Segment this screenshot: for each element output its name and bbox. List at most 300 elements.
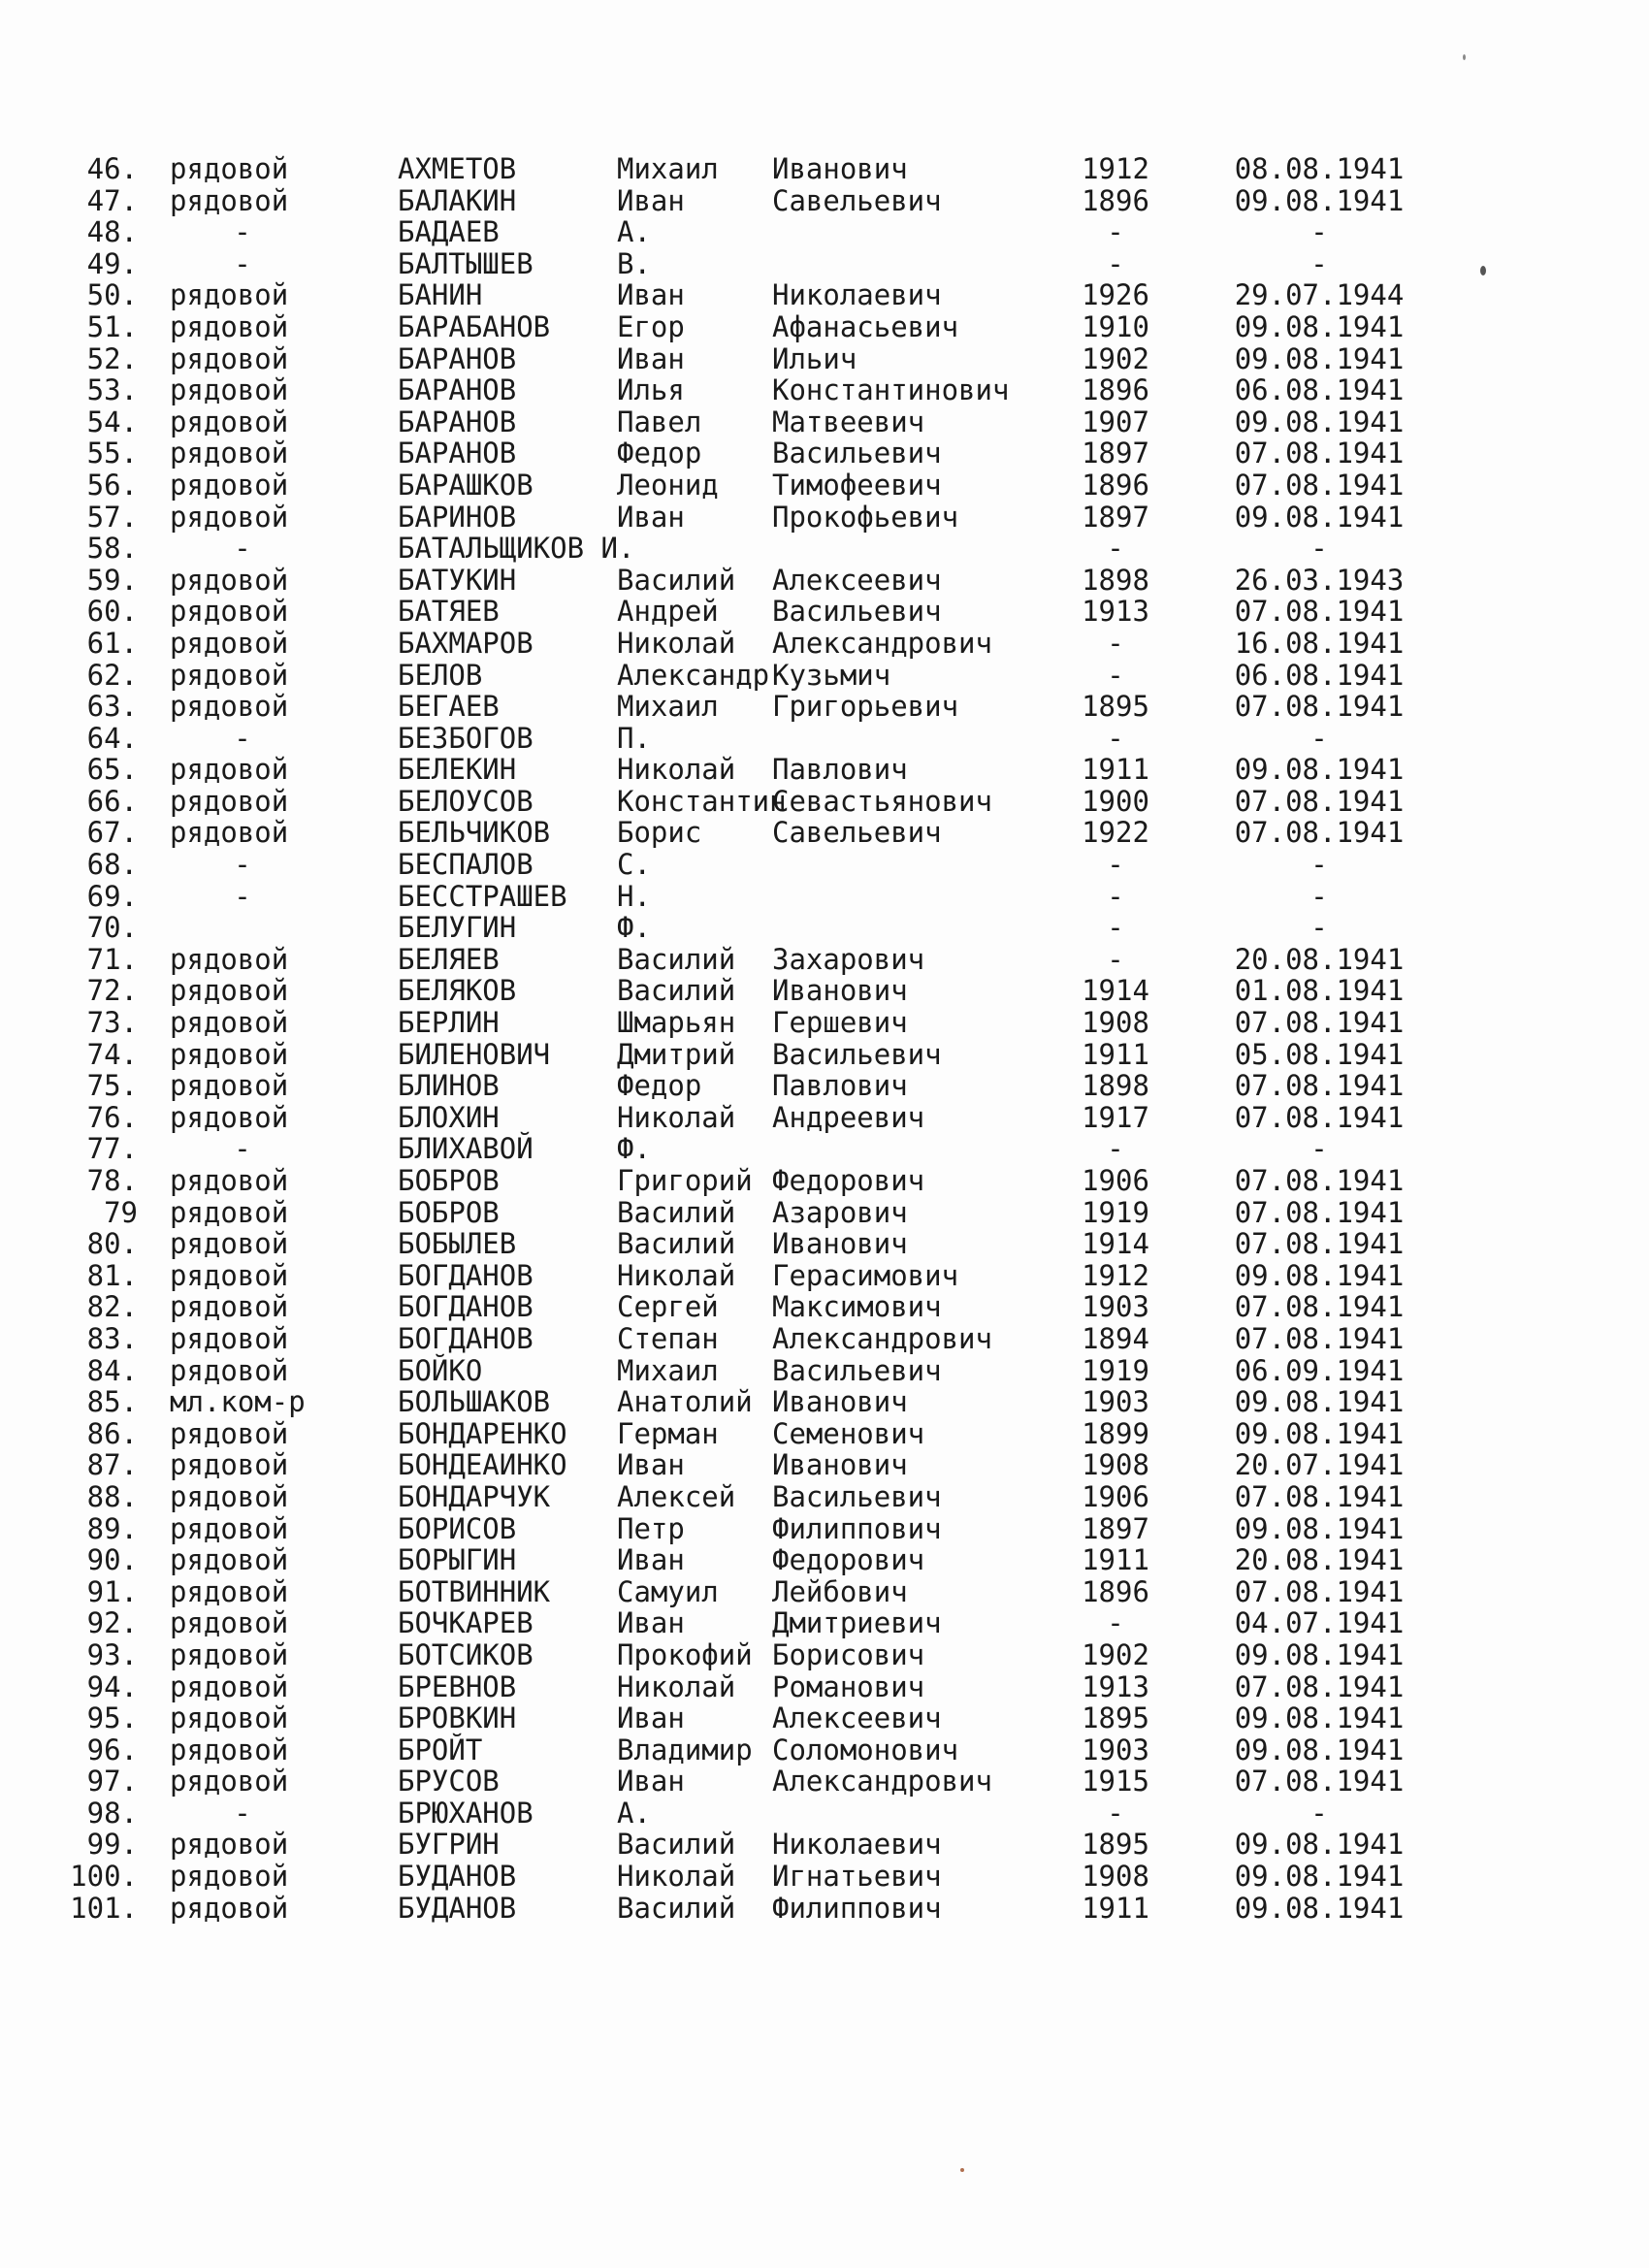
surname-cell: БОНДАРЧУК xyxy=(398,1479,551,1513)
surname-cell: БРОВКИН xyxy=(398,1701,517,1735)
surname-cell: БЕГАЕВ xyxy=(398,690,500,724)
date-cell: 09.08.1941 xyxy=(1234,1891,1405,1925)
surname-cell: БАЛАКИН xyxy=(398,183,517,217)
surname-cell: БРЮХАНОВ xyxy=(398,1796,534,1830)
birth-year-cell: 1895 xyxy=(1082,1701,1149,1735)
date-cell: 09.08.1941 xyxy=(1234,1733,1405,1766)
first-name-cell: Василий xyxy=(617,1195,736,1229)
rank-cell: мл.ком-р xyxy=(170,1385,306,1419)
date-cell: 09.08.1941 xyxy=(1234,753,1405,787)
date-cell: 07.08.1941 xyxy=(1234,1479,1405,1513)
date-cell: 07.08.1941 xyxy=(1234,595,1405,629)
surname-cell: БЕЛЬЧИКОВ xyxy=(398,816,551,850)
first-name-cell: Иван xyxy=(617,341,685,375)
date-cell: 09.08.1941 xyxy=(1234,1258,1405,1292)
birth-year-cell: - xyxy=(1107,879,1124,913)
birth-year-cell: - xyxy=(1107,658,1124,692)
rank-cell: рядовой xyxy=(170,1637,289,1671)
patronymic-cell: Афанасьевич xyxy=(772,309,959,343)
surname-cell: БАХМАРОВ xyxy=(398,626,534,660)
surname-cell: БЕЛЯЕВ xyxy=(398,942,500,976)
first-name-cell: Герман xyxy=(617,1416,719,1450)
first-name-cell: Николай xyxy=(617,1258,736,1292)
surname-cell: БАНИН xyxy=(398,278,483,312)
date-cell: 09.08.1941 xyxy=(1234,1860,1405,1894)
rank-cell: - xyxy=(234,532,251,566)
rank-cell: рядовой xyxy=(170,1606,289,1640)
first-name-cell: Прокофий xyxy=(617,1637,753,1671)
row-number-cell: 55. xyxy=(86,437,138,470)
row-number-cell: 50. xyxy=(86,278,138,312)
birth-year-cell: 1902 xyxy=(1082,1637,1149,1671)
first-name-cell: Григорий xyxy=(617,1164,753,1197)
birth-year-cell: 1898 xyxy=(1082,563,1149,597)
row-number-cell: 81. xyxy=(86,1258,138,1292)
date-cell: 07.08.1941 xyxy=(1234,816,1405,850)
row-number-cell: 78. xyxy=(86,1164,138,1197)
rank-cell: рядовой xyxy=(170,1164,289,1197)
row-number-cell: 100. xyxy=(70,1860,138,1894)
date-cell: 09.08.1941 xyxy=(1234,1416,1405,1450)
rank-cell: рядовой xyxy=(170,341,289,375)
birth-year-cell: 1910 xyxy=(1082,309,1149,343)
first-name-cell: Михаил xyxy=(617,152,719,185)
birth-year-cell: 1897 xyxy=(1082,437,1149,470)
row-number-cell: 73. xyxy=(86,1006,138,1040)
date-cell: 07.08.1941 xyxy=(1234,1006,1405,1040)
birth-year-cell: 1899 xyxy=(1082,1416,1149,1450)
first-name-cell: Павел xyxy=(617,405,702,438)
patronymic-cell: Борисович xyxy=(772,1637,925,1671)
patronymic-cell: Матвеевич xyxy=(772,405,925,438)
date-cell: 09.08.1941 xyxy=(1234,1828,1405,1862)
row-number-cell: 48. xyxy=(86,215,138,249)
surname-cell: БАТАЛЬЩИКОВ И. xyxy=(398,532,635,566)
first-name-cell: Егор xyxy=(617,309,685,343)
row-number-cell: 95. xyxy=(86,1701,138,1735)
patronymic-cell: Андреевич xyxy=(772,1100,925,1134)
rank-cell: рядовой xyxy=(170,1227,289,1261)
first-name-cell: Иван xyxy=(617,183,685,217)
row-number-cell: 77. xyxy=(86,1132,138,1166)
rank-cell: рядовой xyxy=(170,1416,289,1450)
date-cell: 08.08.1941 xyxy=(1234,152,1405,185)
date-cell: 09.08.1941 xyxy=(1234,500,1405,534)
row-number-cell: 66. xyxy=(86,784,138,818)
date-cell: - xyxy=(1310,532,1328,566)
birth-year-cell: 1908 xyxy=(1082,1006,1149,1040)
surname-cell: БАРАНОВ xyxy=(398,341,517,375)
first-name-cell: Николай xyxy=(617,1669,736,1703)
birth-year-cell: 1926 xyxy=(1082,278,1149,312)
rank-cell: рядовой xyxy=(170,500,289,534)
row-number-cell: 54. xyxy=(86,405,138,438)
patronymic-cell: Савельевич xyxy=(772,816,942,850)
date-cell: - xyxy=(1310,721,1328,755)
row-number-cell: 61. xyxy=(86,626,138,660)
patronymic-cell: Константинович xyxy=(772,373,1010,407)
first-name-cell: Федор xyxy=(617,437,702,470)
row-number-cell: 64. xyxy=(86,721,138,755)
first-name-cell: Владимир xyxy=(617,1733,753,1766)
surname-cell: БОЛЬШАКОВ xyxy=(398,1385,551,1419)
patronymic-cell: Васильевич xyxy=(772,1037,942,1071)
patronymic-cell: Васильевич xyxy=(772,595,942,629)
row-number-cell: 71. xyxy=(86,942,138,976)
birth-year-cell: 1896 xyxy=(1082,1574,1149,1608)
first-name-cell: Ф. xyxy=(617,911,651,945)
row-number-cell: 98. xyxy=(86,1796,138,1830)
birth-year-cell: 1908 xyxy=(1082,1860,1149,1894)
row-number-cell: 94. xyxy=(86,1669,138,1703)
birth-year-cell: 1908 xyxy=(1082,1448,1149,1482)
patronymic-cell: Севастьянович xyxy=(772,784,992,818)
rank-cell: рядовой xyxy=(170,1860,289,1894)
patronymic-cell: Савельевич xyxy=(772,183,942,217)
rank-cell: рядовой xyxy=(170,405,289,438)
date-cell: 07.08.1941 xyxy=(1234,1227,1405,1261)
surname-cell: АХМЕТОВ xyxy=(398,152,517,185)
patronymic-cell: Васильевич xyxy=(772,1479,942,1513)
patronymic-cell: Герасимович xyxy=(772,1258,959,1292)
surname-cell: БОНДЕАИНКО xyxy=(398,1448,567,1482)
row-number-cell: 87. xyxy=(86,1448,138,1482)
rank-cell: рядовой xyxy=(170,595,289,629)
row-number-cell: 84. xyxy=(86,1353,138,1387)
rank-cell: рядовой xyxy=(170,1511,289,1545)
rank-cell: рядовой xyxy=(170,1733,289,1766)
date-cell: 09.08.1941 xyxy=(1234,1385,1405,1419)
rank-cell: рядовой xyxy=(170,278,289,312)
first-name-cell: Иван xyxy=(617,278,685,312)
patronymic-cell: Филиппович xyxy=(772,1891,942,1925)
row-number-cell: 46. xyxy=(86,152,138,185)
birth-year-cell: 1912 xyxy=(1082,1258,1149,1292)
birth-year-cell: 1915 xyxy=(1082,1765,1149,1798)
row-number-cell: 99. xyxy=(86,1828,138,1862)
patronymic-cell: Романович xyxy=(772,1669,925,1703)
first-name-cell: Николай xyxy=(617,626,736,660)
rank-cell: - xyxy=(234,1796,251,1830)
date-cell: 07.08.1941 xyxy=(1234,1290,1405,1324)
patronymic-cell: Захарович xyxy=(772,942,925,976)
row-number-cell: 51. xyxy=(86,309,138,343)
surname-cell: БАРАШКОВ xyxy=(398,468,534,502)
first-name-cell: Иван xyxy=(617,1765,685,1798)
rank-cell: рядовой xyxy=(170,183,289,217)
surname-cell: БОГДАНОВ xyxy=(398,1321,534,1355)
row-number-cell: 56. xyxy=(86,468,138,502)
rank-cell: рядовой xyxy=(170,1574,289,1608)
surname-cell: БОБРОВ xyxy=(398,1164,500,1197)
first-name-cell: Шмарьян xyxy=(617,1006,736,1040)
row-number-cell: 96. xyxy=(86,1733,138,1766)
row-number-cell: 86. xyxy=(86,1416,138,1450)
row-number-cell: 101. xyxy=(70,1891,138,1925)
surname-cell: БУДАНОВ xyxy=(398,1891,517,1925)
birth-year-cell: 1911 xyxy=(1082,1891,1149,1925)
scan-speck xyxy=(1463,54,1466,60)
surname-cell: БЕЛЯКОВ xyxy=(398,974,517,1008)
birth-year-cell: - xyxy=(1107,1796,1124,1830)
surname-cell: БЕЛОУСОВ xyxy=(398,784,534,818)
date-cell: 09.08.1941 xyxy=(1234,341,1405,375)
row-number-cell: 62. xyxy=(86,658,138,692)
surname-cell: БОБЫЛЕВ xyxy=(398,1227,517,1261)
first-name-cell: Василий xyxy=(617,942,736,976)
rank-cell: рядовой xyxy=(170,1669,289,1703)
scan-speck xyxy=(1480,266,1486,275)
row-number-cell: 76. xyxy=(86,1100,138,1134)
surname-cell: БОБРОВ xyxy=(398,1195,500,1229)
date-cell: 09.08.1941 xyxy=(1234,1637,1405,1671)
birth-year-cell: 1895 xyxy=(1082,1828,1149,1862)
rank-cell: рядовой xyxy=(170,152,289,185)
date-cell: 20.07.1941 xyxy=(1234,1448,1405,1482)
birth-year-cell: 1902 xyxy=(1082,341,1149,375)
patronymic-cell: Азарович xyxy=(772,1195,908,1229)
first-name-cell: Борис xyxy=(617,816,702,850)
first-name-cell: Леонид xyxy=(617,468,719,502)
patronymic-cell: Николаевич xyxy=(772,1828,942,1862)
row-number-cell: 69. xyxy=(86,879,138,913)
birth-year-cell: - xyxy=(1107,1606,1124,1640)
birth-year-cell: - xyxy=(1107,246,1124,280)
patronymic-cell: Прокофьевич xyxy=(772,500,959,534)
birth-year-cell: 1911 xyxy=(1082,753,1149,787)
date-cell: 07.08.1941 xyxy=(1234,1669,1405,1703)
date-cell: 29.07.1944 xyxy=(1234,278,1405,312)
row-number-cell: 91. xyxy=(86,1574,138,1608)
first-name-cell: Иван xyxy=(617,1543,685,1577)
row-number-cell: 49. xyxy=(86,246,138,280)
date-cell: 20.08.1941 xyxy=(1234,942,1405,976)
date-cell: 07.08.1941 xyxy=(1234,1164,1405,1197)
rank-cell: рядовой xyxy=(170,563,289,597)
row-number-cell: 65. xyxy=(86,753,138,787)
rank-cell: рядовой xyxy=(170,753,289,787)
first-name-cell: Константин xyxy=(617,784,787,818)
rank-cell: рядовой xyxy=(170,373,289,407)
surname-cell: БРОЙТ xyxy=(398,1733,483,1766)
row-number-cell: 74. xyxy=(86,1037,138,1071)
surname-cell: БАРИНОВ xyxy=(398,500,517,534)
patronymic-cell: Лейбович xyxy=(772,1574,908,1608)
rank-cell: рядовой xyxy=(170,942,289,976)
birth-year-cell: - xyxy=(1107,721,1124,755)
patronymic-cell: Александрович xyxy=(772,1765,992,1798)
rank-cell: - xyxy=(234,215,251,249)
date-cell: 20.08.1941 xyxy=(1234,1543,1405,1577)
birth-year-cell: 1906 xyxy=(1082,1479,1149,1513)
surname-cell: БЕССТРАШЕВ xyxy=(398,879,567,913)
birth-year-cell: - xyxy=(1107,1132,1124,1166)
rank-cell: рядовой xyxy=(170,437,289,470)
surname-cell: БЕЗБОГОВ xyxy=(398,721,534,755)
surname-cell: БОТВИННИК xyxy=(398,1574,551,1608)
date-cell: 09.08.1941 xyxy=(1234,405,1405,438)
first-name-cell: Анатолий xyxy=(617,1385,753,1419)
surname-cell: БЕЛЕКИН xyxy=(398,753,517,787)
surname-cell: БРУСОВ xyxy=(398,1765,500,1798)
row-number-cell: 59. xyxy=(86,563,138,597)
first-name-cell: Василий xyxy=(617,563,736,597)
surname-cell: БЕЛОВ xyxy=(398,658,483,692)
first-name-cell: В. xyxy=(617,246,651,280)
date-cell: 07.08.1941 xyxy=(1234,437,1405,470)
scan-speck xyxy=(960,2168,964,2172)
row-number-cell: 90. xyxy=(86,1543,138,1577)
row-number-cell: 58. xyxy=(86,532,138,566)
date-cell: - xyxy=(1310,848,1328,882)
row-number-cell: 92. xyxy=(86,1606,138,1640)
birth-year-cell: 1896 xyxy=(1082,183,1149,217)
surname-cell: БАЛТЫШЕВ xyxy=(398,246,534,280)
rank-cell: рядовой xyxy=(170,658,289,692)
first-name-cell: Илья xyxy=(617,373,685,407)
first-name-cell: Василий xyxy=(617,974,736,1008)
row-number-cell: 68. xyxy=(86,848,138,882)
date-cell: - xyxy=(1310,879,1328,913)
surname-cell: БАРАНОВ xyxy=(398,405,517,438)
rank-cell: рядовой xyxy=(170,1701,289,1735)
patronymic-cell: Игнатьевич xyxy=(772,1860,942,1894)
patronymic-cell: Иванович xyxy=(772,1227,908,1261)
date-cell: 04.07.1941 xyxy=(1234,1606,1405,1640)
date-cell: 07.08.1941 xyxy=(1234,690,1405,724)
birth-year-cell: 1913 xyxy=(1082,1669,1149,1703)
birth-year-cell: 1897 xyxy=(1082,500,1149,534)
first-name-cell: Дмитрий xyxy=(617,1037,736,1071)
date-cell: 07.08.1941 xyxy=(1234,784,1405,818)
birth-year-cell: - xyxy=(1107,215,1124,249)
rank-cell: рядовой xyxy=(170,1290,289,1324)
birth-year-cell: - xyxy=(1107,942,1124,976)
surname-cell: БЛИНОВ xyxy=(398,1069,500,1103)
patronymic-cell: Александрович xyxy=(772,1321,992,1355)
date-cell: 06.08.1941 xyxy=(1234,658,1405,692)
rank-cell: рядовой xyxy=(170,1321,289,1355)
row-number-cell: 70. xyxy=(86,911,138,945)
date-cell: 07.08.1941 xyxy=(1234,1100,1405,1134)
patronymic-cell: Павлович xyxy=(772,1069,908,1103)
row-number-cell: 72. xyxy=(86,974,138,1008)
rank-cell: рядовой xyxy=(170,1006,289,1040)
surname-cell: БАРАБАНОВ xyxy=(398,309,551,343)
first-name-cell: П. xyxy=(617,721,651,755)
patronymic-cell: Максимович xyxy=(772,1290,942,1324)
rank-cell: рядовой xyxy=(170,1765,289,1798)
surname-cell: БАТУКИН xyxy=(398,563,517,597)
patronymic-cell: Тимофеевич xyxy=(772,468,942,502)
date-cell: 09.08.1941 xyxy=(1234,309,1405,343)
rank-cell: рядовой xyxy=(170,816,289,850)
date-cell: - xyxy=(1310,215,1328,249)
surname-cell: БЕСПАЛОВ xyxy=(398,848,534,882)
first-name-cell: Алексей xyxy=(617,1479,736,1513)
birth-year-cell: 1911 xyxy=(1082,1543,1149,1577)
date-cell: - xyxy=(1310,1132,1328,1166)
birth-year-cell: 1912 xyxy=(1082,152,1149,185)
rank-cell: рядовой xyxy=(170,1543,289,1577)
first-name-cell: Петр xyxy=(617,1511,685,1545)
rank-cell: рядовой xyxy=(170,1891,289,1925)
rank-cell: рядовой xyxy=(170,1479,289,1513)
surname-cell: БЛОХИН xyxy=(398,1100,500,1134)
date-cell: 06.09.1941 xyxy=(1234,1353,1405,1387)
rank-cell: рядовой xyxy=(170,1100,289,1134)
rank-cell: рядовой xyxy=(170,1069,289,1103)
first-name-cell: Николай xyxy=(617,753,736,787)
rank-cell: рядовой xyxy=(170,1448,289,1482)
first-name-cell: Иван xyxy=(617,1606,685,1640)
surname-cell: БОРЫГИН xyxy=(398,1543,517,1577)
row-number-cell: 53. xyxy=(86,373,138,407)
first-name-cell: Василий xyxy=(617,1891,736,1925)
rank-cell: - xyxy=(234,848,251,882)
first-name-cell: Самуил xyxy=(617,1574,719,1608)
surname-cell: БОТСИКОВ xyxy=(398,1637,534,1671)
first-name-cell: Иван xyxy=(617,1448,685,1482)
first-name-cell: Василий xyxy=(617,1828,736,1862)
surname-cell: БЛИХАВОЙ xyxy=(398,1132,534,1166)
first-name-cell: Иван xyxy=(617,1701,685,1735)
patronymic-cell: Васильевич xyxy=(772,437,942,470)
birth-year-cell: 1917 xyxy=(1082,1100,1149,1134)
row-number-cell: 67. xyxy=(86,816,138,850)
rank-cell: рядовой xyxy=(170,1037,289,1071)
surname-cell: БУГРИН xyxy=(398,1828,500,1862)
surname-cell: БОРИСОВ xyxy=(398,1511,517,1545)
rank-cell: рядовой xyxy=(170,468,289,502)
patronymic-cell: Дмитриевич xyxy=(772,1606,942,1640)
row-number-cell: 79 xyxy=(104,1195,138,1229)
first-name-cell: Иван xyxy=(617,500,685,534)
patronymic-cell: Ильич xyxy=(772,341,857,375)
first-name-cell: Федор xyxy=(617,1069,702,1103)
patronymic-cell: Соломонович xyxy=(772,1733,959,1766)
surname-cell: БРЕВНОВ xyxy=(398,1669,517,1703)
first-name-cell: Степан xyxy=(617,1321,719,1355)
birth-year-cell: 1911 xyxy=(1082,1037,1149,1071)
row-number-cell: 80. xyxy=(86,1227,138,1261)
patronymic-cell: Семенович xyxy=(772,1416,925,1450)
surname-cell: БОЧКАРЕВ xyxy=(398,1606,534,1640)
birth-year-cell: 1906 xyxy=(1082,1164,1149,1197)
patronymic-cell: Филиппович xyxy=(772,1511,942,1545)
date-cell: 07.08.1941 xyxy=(1234,1195,1405,1229)
birth-year-cell: - xyxy=(1107,911,1124,945)
birth-year-cell: 1895 xyxy=(1082,690,1149,724)
surname-cell: БАДАЕВ xyxy=(398,215,500,249)
date-cell: 05.08.1941 xyxy=(1234,1037,1405,1071)
date-cell: 09.08.1941 xyxy=(1234,1701,1405,1735)
surname-cell: БАРАНОВ xyxy=(398,437,517,470)
surname-cell: БУДАНОВ xyxy=(398,1860,517,1894)
date-cell: 26.03.1943 xyxy=(1234,563,1405,597)
row-number-cell: 63. xyxy=(86,690,138,724)
patronymic-cell: Федорович xyxy=(772,1164,925,1197)
rank-cell: рядовой xyxy=(170,784,289,818)
first-name-cell: А. xyxy=(617,215,651,249)
birth-year-cell: 1919 xyxy=(1082,1195,1149,1229)
patronymic-cell: Федорович xyxy=(772,1543,925,1577)
date-cell: 01.08.1941 xyxy=(1234,974,1405,1008)
date-cell: 06.08.1941 xyxy=(1234,373,1405,407)
patronymic-cell: Гершевич xyxy=(772,1006,908,1040)
birth-year-cell: 1900 xyxy=(1082,784,1149,818)
rank-cell: - xyxy=(234,721,251,755)
